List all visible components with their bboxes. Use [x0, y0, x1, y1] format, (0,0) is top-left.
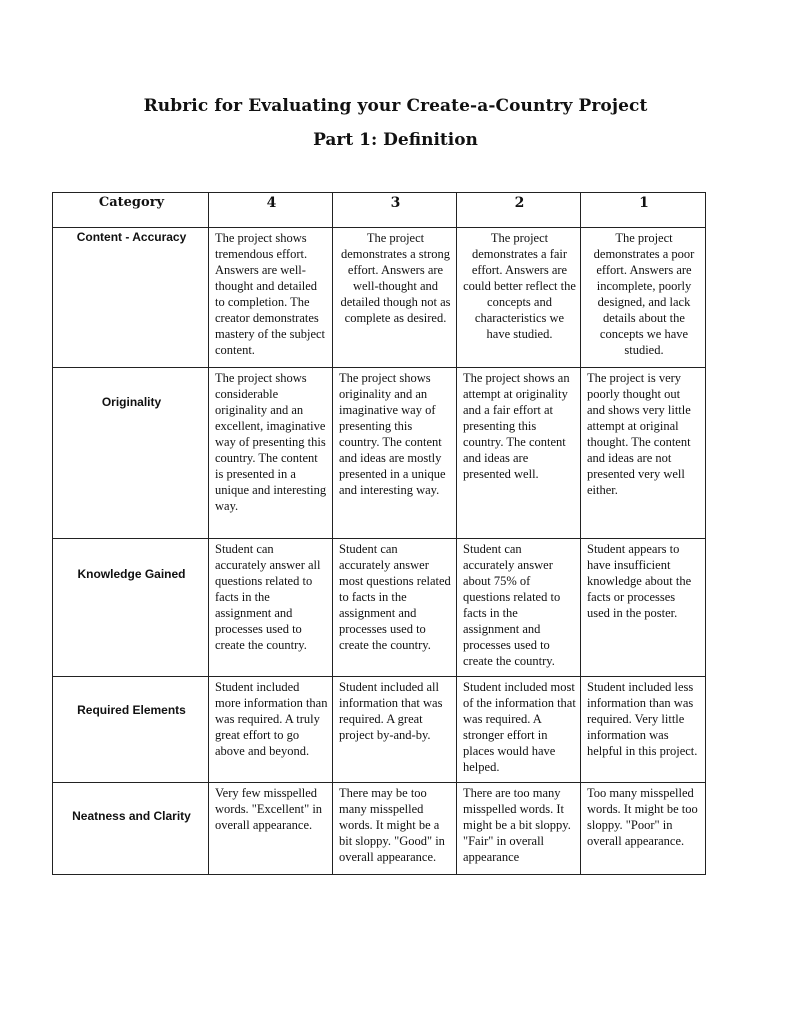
table-cell: Student can accurately answer about 75% of questions related to facts in the assignment and processes used to create the country.	[457, 539, 581, 677]
header-category: Category	[53, 193, 209, 228]
table-cell: The project is very poorly thought out and shows very little attempt at original thought. The content and ideas are not presented very well either.	[581, 368, 706, 539]
table-cell: The project demonstrates a fair effort. Answers are could better reflect the concepts and characteristics we have studied.	[457, 228, 581, 368]
table-cell: Student included more information than was required. A truly great effort to go above and beyond.	[209, 677, 333, 783]
header-score-2: 2	[457, 193, 581, 228]
table-cell: There are too many misspelled words. It might be a bit sloppy. "Fair" in overall appearance	[457, 783, 581, 875]
table-cell: The project shows tremendous effort. Answers are well-thought and detailed to completion. The creator demonstrates mastery of the subject content.	[209, 228, 333, 368]
table-cell: Student included all information that was required. A great project by-and-by.	[333, 677, 457, 783]
table-cell: The project shows originality and an imaginative way of presenting this country. The content and ideas are mostly presented in a unique and interesting way.	[333, 368, 457, 539]
header-score-3: 3	[333, 193, 457, 228]
table-row	[53, 539, 706, 677]
table-cell: The project shows considerable originality and an excellent, imaginative way of presenting this country. The content is presented in a unique and interesting way.	[209, 368, 333, 539]
category-label: Originality	[53, 368, 209, 539]
header-score-4: 4	[209, 193, 333, 228]
table-cell: Very few misspelled words. "Excellent" in overall appearance.	[209, 783, 333, 875]
table-cell: The project demonstrates a strong effort. Answers are well-thought and detailed though not as complete as desired.	[333, 228, 457, 368]
table-cell: Student appears to have insufficient knowledge about the facts or processes used in the poster.	[581, 539, 706, 677]
category-label: Neatness and Clarity	[53, 783, 209, 875]
table-cell: Student can accurately answer all questions related to facts in the assignment and processes used to create the country.	[209, 539, 333, 677]
document-title: Rubric for Evaluating your Create-a-Country Project	[143, 96, 648, 116]
table-row	[53, 677, 706, 783]
header-row	[53, 193, 706, 228]
table-cell: Student included less information than was required. Very little information was helpful in this project.	[581, 677, 706, 783]
table-cell: Student included most of the information that was required. A stronger effort in places would have helped.	[457, 677, 581, 783]
table-cell: There may be too many misspelled words. It might be a bit sloppy. "Good" in overall appearance.	[333, 783, 457, 875]
table-row	[53, 368, 706, 539]
table-cell: The project demonstrates a poor effort. Answers are incomplete, poorly designed, and lack details about the concepts we have studied.	[581, 228, 706, 368]
category-label: Content - Accuracy	[53, 228, 209, 368]
table-row	[53, 228, 706, 368]
rubric-table	[52, 192, 706, 875]
table-cell: The project shows an attempt at originality and a fair effort at presenting this country. The content and ideas are presented well.	[457, 368, 581, 539]
category-label: Knowledge Gained	[53, 539, 209, 677]
header-score-1: 1	[581, 193, 706, 228]
document-subtitle: Part 1: Definition	[313, 130, 478, 150]
table-cell: Too many misspelled words. It might be too sloppy. "Poor" in overall appearance.	[581, 783, 706, 875]
table-row	[53, 783, 706, 875]
table-cell: Student can accurately answer most questions related to facts in the assignment and processes used to create the country.	[333, 539, 457, 677]
category-label: Required Elements	[53, 677, 209, 783]
